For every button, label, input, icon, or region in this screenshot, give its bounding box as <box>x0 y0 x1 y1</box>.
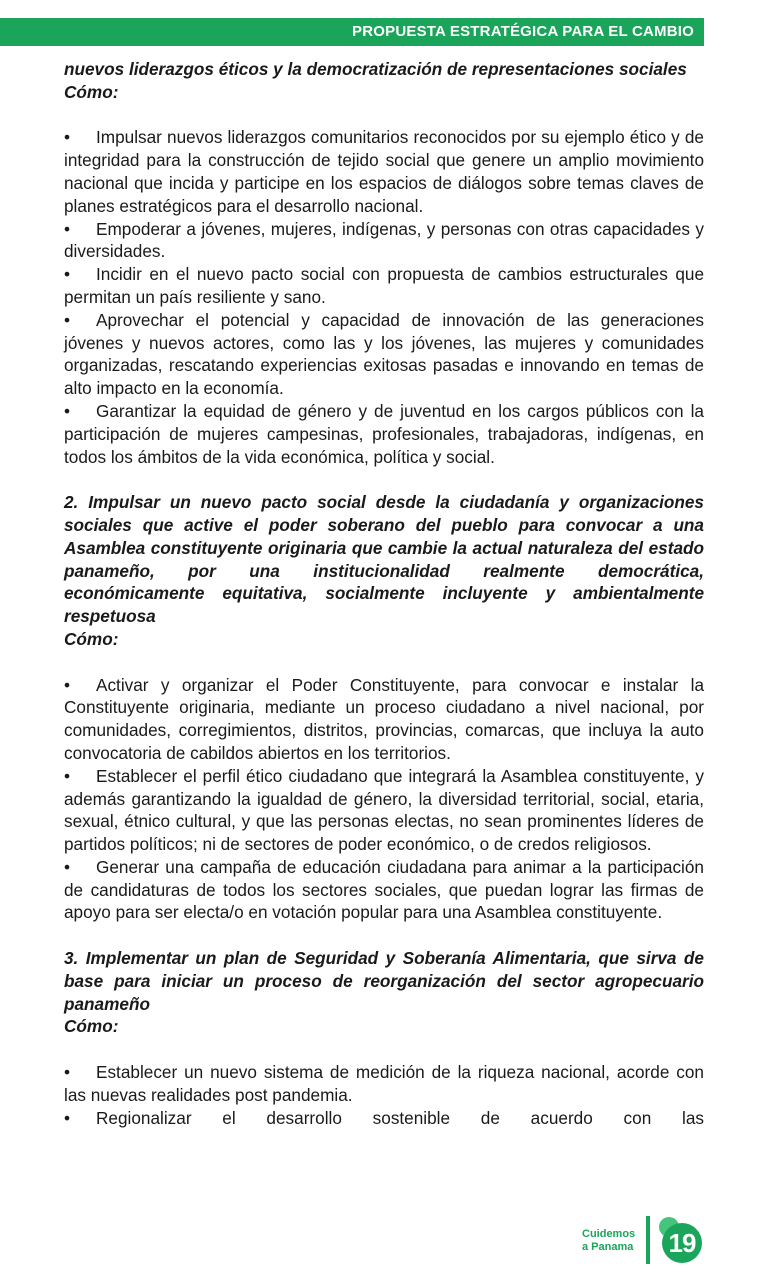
como-label: Cómo: <box>64 81 119 102</box>
section-header-bar <box>0 18 704 46</box>
bullet-item: • Impulsar nuevos liderazgos comunitarios reconocidos por su ejemplo ético y de integridad para la construcción de tejido social que genere un amplio movimiento nacional que incida y participe en los espacios de diálogos sobre temas claves de planes estratégicos para el desarrollo nacional. <box>64 127 704 216</box>
section-header-title: PROPUESTA ESTRATÉGICA PARA EL CAMBIO <box>352 23 694 40</box>
bullet-item: • Empoderar a jóvenes, mujeres, indígenas, y personas con otras capacidades y diversidades. <box>64 218 704 262</box>
document-body <box>64 58 704 1129</box>
bullet-item: • Aprovechar el potencial y capacidad de innovación de las generaciones jóvenes y nuevos actores, como las y los jóvenes, las mujeres y comunidades organizadas, rescatando experiencias exitosas pasadas e innovando en temas de alto impacto en la economía. <box>64 309 704 399</box>
bullet-item: • Activar y organizar el Poder Constituyente, para convocar e instalar la Constituyente originaria, mediante un proceso ciudadano a nivel nacional, por comunidades, corregimientos, distritos, provincias, comarcas, que incluya la auto convocatoria de cabildos abiertos en los territorios. <box>64 674 704 763</box>
bullet-item: • Generar una campaña de educación ciudadana para animar a la participación de candidaturas de todos los sectores sociales, que puedan lograr las firmas de apoyo para ser electa/o en votación popular para una Asamblea constituyente. <box>64 856 704 923</box>
bullet-item: • Establecer un nuevo sistema de medición de la riqueza nacional, acorde con las nuevas realidades post pandemia. <box>64 1062 704 1105</box>
brand-text: Cuidemos a Panama <box>582 1228 636 1253</box>
como-label: Cómo: <box>64 628 119 649</box>
bullet-item: • Incidir en el nuevo pacto social con propuesta de cambios estructurales que permitan un país resiliente y sano. <box>64 264 704 307</box>
section-heading: 2. Impulsar un nuevo pacto social desde la ciudadanía y organizaciones sociales que active el poder soberano del pueblo para convocar a una Asamblea constituyente originaria que cambie la actual naturaleza del estado panameño, por una institucionalidad realmente democrática, económicamente equitativa, socialmente incluyente y ambientalmente respetuosa <box>64 492 704 627</box>
bullet-item: • Garantizar la equidad de género y de juventud en los cargos públicos con la participación de mujeres campesinas, profesionales, trabajadoras, indígenas, en todos los ámbitos de la vida económica, política y social. <box>64 400 704 467</box>
footer-logo <box>582 1216 707 1264</box>
como-label: Cómo: <box>64 1016 119 1037</box>
page-number: 19 <box>662 1223 702 1263</box>
bullet-item: • Regionalizar el desarrollo sostenible de acuerdo con las <box>64 1107 704 1128</box>
section-heading: 3. Implementar un plan de Seguridad y Soberanía Alimentaria, que sirva de base para iniciar un proceso de reorganización del sector agropecuario panameño <box>64 948 704 1014</box>
divider <box>646 1216 650 1264</box>
bullet-item: • Establecer el perfil ético ciudadano que integrará la Asamblea constituyente, y además garantizando la igualdad de género, la diversidad territorial, social, etaria, sexual, étnico cultural, y que las personas electas, no sean prominentes líderes de partidos políticos; ni de sectores de poder económico, o de credos religiosos. <box>64 765 704 855</box>
section-heading: nuevos liderazgos éticos y la democratización de representaciones sociales <box>64 59 687 79</box>
